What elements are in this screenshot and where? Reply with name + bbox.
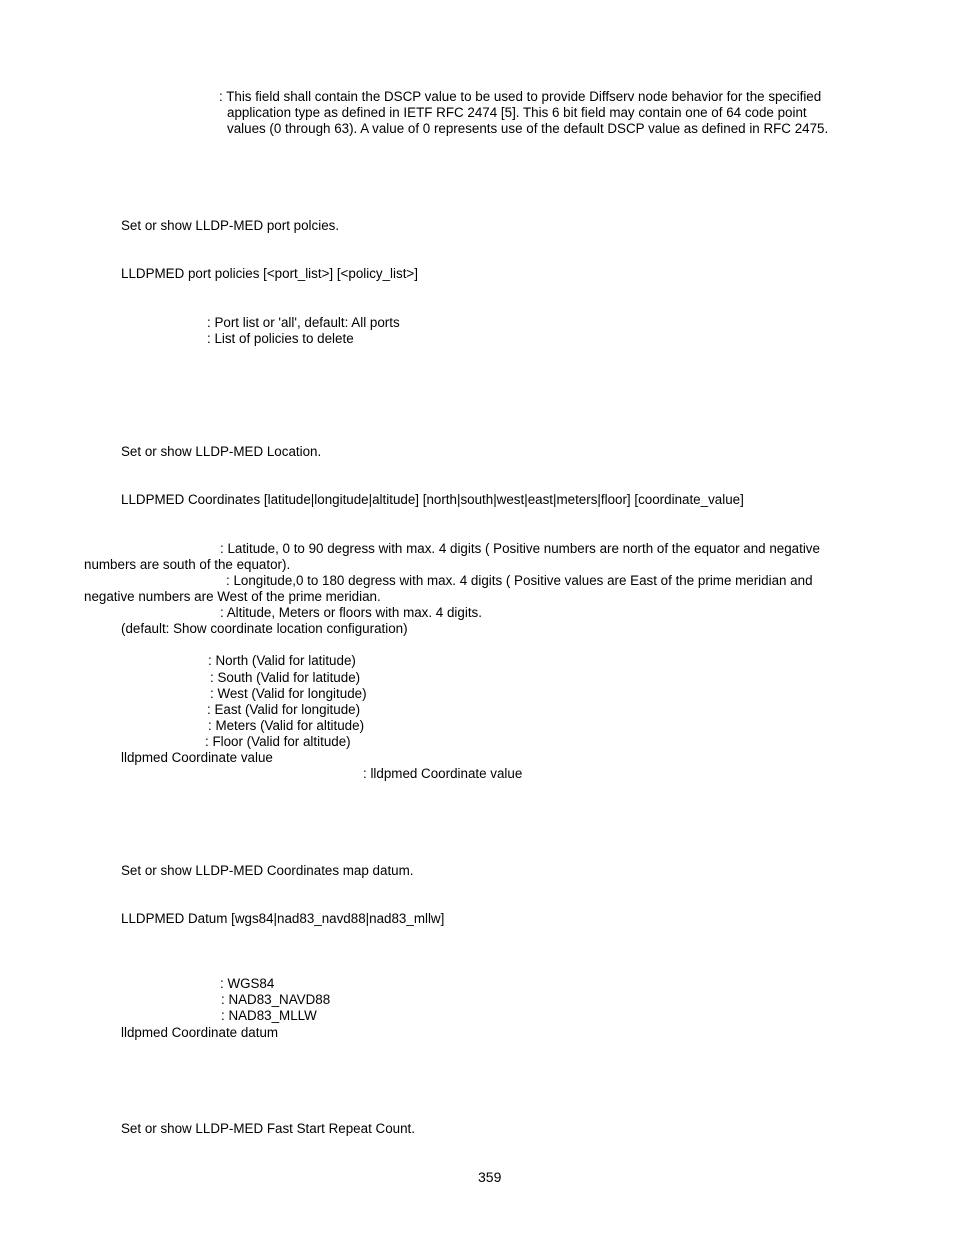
coordinate-value-label: lldpmed Coordinate value (121, 750, 273, 765)
location-syntax: LLDPMED Coordinates [latitude|longitude|altitude] [north|south|west|east|meters|floor] [coordinate_value] (121, 492, 744, 507)
north-option: : North (Valid for latitude) (208, 653, 356, 668)
location-default-note: (default: Show coordinate location configuration) (121, 621, 408, 636)
south-option: : South (Valid for latitude) (210, 670, 361, 685)
meters-option: : Meters (Valid for altitude) (208, 718, 365, 733)
location-description: Set or show LLDP-MED Location. (121, 444, 322, 459)
longitude-param-line-1: : Longitude,0 to 180 degress with max. 4 digits ( Positive values are East of the prime meridian and (226, 573, 813, 588)
coordinate-value-description: : lldpmed Coordinate value (363, 766, 523, 781)
west-option: : West (Valid for longitude) (210, 686, 367, 701)
port-list-param: : Port list or 'all', default: All ports (207, 315, 400, 330)
datum-description: Set or show LLDP-MED Coordinates map datum. (121, 863, 414, 878)
datum-syntax: LLDPMED Datum [wgs84|nad83_navd88|nad83_mllw] (121, 911, 445, 926)
altitude-param: : Altitude, Meters or floors with max. 4 digits. (220, 605, 482, 620)
dscp-text-line-3: values (0 through 63). A value of 0 represents use of the default DSCP value as defined in RFC 2475. (227, 121, 829, 136)
east-option: : East (Valid for longitude) (207, 702, 361, 717)
nad83-mllw-option: : NAD83_MLLW (221, 1008, 317, 1023)
port-policies-description: Set or show LLDP-MED port polcies. (121, 218, 340, 233)
nad83-navd88-option: : NAD83_NAVD88 (221, 992, 331, 1007)
datum-label: lldpmed Coordinate datum (121, 1025, 279, 1040)
dscp-text-line-2: application type as defined in IETF RFC 2474 [5]. This 6 bit field may contain one of 64 code point (227, 105, 807, 120)
wgs84-option: : WGS84 (220, 976, 275, 991)
floor-option: : Floor (Valid for altitude) (205, 734, 351, 749)
page-number: 359 (478, 1169, 502, 1185)
latitude-param-line-2: numbers are south of the equator). (84, 557, 291, 572)
latitude-param-line-1: : Latitude, 0 to 90 degress with max. 4 digits ( Positive numbers are north of the equator and negative (220, 541, 820, 556)
fast-start-description: Set or show LLDP-MED Fast Start Repeat Count. (121, 1121, 415, 1136)
dscp-text-line-1: : This field shall contain the DSCP value to be used to provide Diffserv node behavior for the specified (219, 89, 822, 104)
policy-list-param: : List of policies to delete (207, 331, 354, 346)
port-policies-syntax: LLDPMED port policies [<port_list>] [<policy_list>] (121, 266, 418, 281)
longitude-param-line-2: negative numbers are West of the prime meridian. (84, 589, 381, 604)
